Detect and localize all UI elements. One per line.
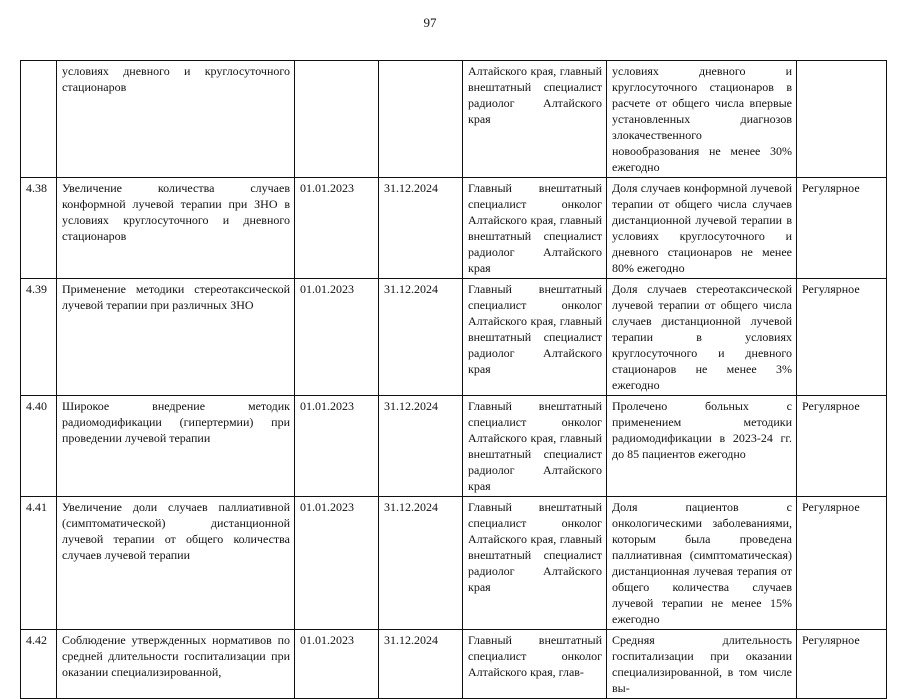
end-date: 31.12.2024 <box>379 396 463 497</box>
start-date: 01.01.2023 <box>295 279 379 396</box>
responsible-person: Главный внештатный специалист онколог Алтайского края, глав- <box>463 630 607 699</box>
end-date: 31.12.2024 <box>379 497 463 630</box>
measure-type: Регулярное <box>797 630 887 699</box>
table-row <box>21 497 887 630</box>
measure-type <box>797 61 887 178</box>
page-number: 97 <box>423 15 437 30</box>
expected-result: Доля случаев стереотаксической лучевой терапии от общего числа случаев дистанционной лучевой терапии в условиях круглосуточного и дневного стационаров не менее 3% ежегодно <box>607 279 797 396</box>
end-date <box>379 61 463 178</box>
table-row <box>21 61 887 178</box>
measure-type: Регулярное <box>797 178 887 279</box>
table-row <box>21 396 887 497</box>
row-number: 4.38 <box>21 178 57 279</box>
start-date: 01.01.2023 <box>295 497 379 630</box>
start-date <box>295 61 379 178</box>
measure-type: Регулярное <box>797 279 887 396</box>
measures-table <box>20 60 887 699</box>
responsible-person: Главный внештатный специалист онколог Алтайского края, главный внештатный специалист радиолог Алтайского края <box>463 279 607 396</box>
measure-name: Широкое внедрение методик радиомодификации (гипертермии) при проведении лучевой терапии <box>57 396 295 497</box>
row-number: 4.39 <box>21 279 57 396</box>
expected-result: Средняя длительность госпитализации при оказании специализированной, в том числе вы- <box>607 630 797 699</box>
measure-name: Применение методики стереотаксической лучевой терапии при различных ЗНО <box>57 279 295 396</box>
row-number: 4.40 <box>21 396 57 497</box>
responsible-person: Алтайского края, главный внештатный специалист радиолог Алтайского края <box>463 61 607 178</box>
end-date: 31.12.2024 <box>379 178 463 279</box>
measure-type: Регулярное <box>797 396 887 497</box>
expected-result: Пролечено больных с применением методики радиомодификации в 2023-24 гг. до 85 пациентов ежегодно <box>607 396 797 497</box>
expected-result: условиях дневного и круглосуточного стационаров в расчете от общего числа впервые установленных диагнозов злокачественного новообразования не менее 30% ежегодно <box>607 61 797 178</box>
start-date: 01.01.2023 <box>295 396 379 497</box>
table-row <box>21 279 887 396</box>
expected-result: Доля пациентов с онкологическими заболеваниями, которым была проведена паллиативная (симптоматическая) дистанционная лучевая терапия от общего количества случаев лучевой терапии не менее 15% ежегодно <box>607 497 797 630</box>
measure-type: Регулярное <box>797 497 887 630</box>
measure-name: условиях дневного и круглосуточного стационаров <box>57 61 295 178</box>
responsible-person: Главный внештатный специалист онколог Алтайского края, главный внештатный специалист радиолог Алтайского края <box>463 497 607 630</box>
end-date: 31.12.2024 <box>379 279 463 396</box>
table-row <box>21 178 887 279</box>
row-number: 4.42 <box>21 630 57 699</box>
row-number <box>21 61 57 178</box>
row-number: 4.41 <box>21 497 57 630</box>
responsible-person: Главный внештатный специалист онколог Алтайского края, главный внештатный специалист радиолог Алтайского края <box>463 396 607 497</box>
start-date: 01.01.2023 <box>295 178 379 279</box>
measure-name: Увеличение количества случаев конформной лучевой терапии при ЗНО в условиях круглосуточного и дневного стационаров <box>57 178 295 279</box>
measure-name: Увеличение доли случаев паллиативной (симптоматической) дистанционной лучевой терапии от общего количества случаев лучевой терапии <box>57 497 295 630</box>
end-date: 31.12.2024 <box>379 630 463 699</box>
expected-result: Доля случаев конформной лучевой терапии от общего числа случаев дистанционной лучевой терапии в условиях круглосуточного и дневного стационаров не менее 80% ежегодно <box>607 178 797 279</box>
measure-name: Соблюдение утвержденных нормативов по средней длительности госпитализации при оказании специализированной, <box>57 630 295 699</box>
start-date: 01.01.2023 <box>295 630 379 699</box>
responsible-person: Главный внештатный специалист онколог Алтайского края, главный внештатный специалист радиолог Алтайского края <box>463 178 607 279</box>
